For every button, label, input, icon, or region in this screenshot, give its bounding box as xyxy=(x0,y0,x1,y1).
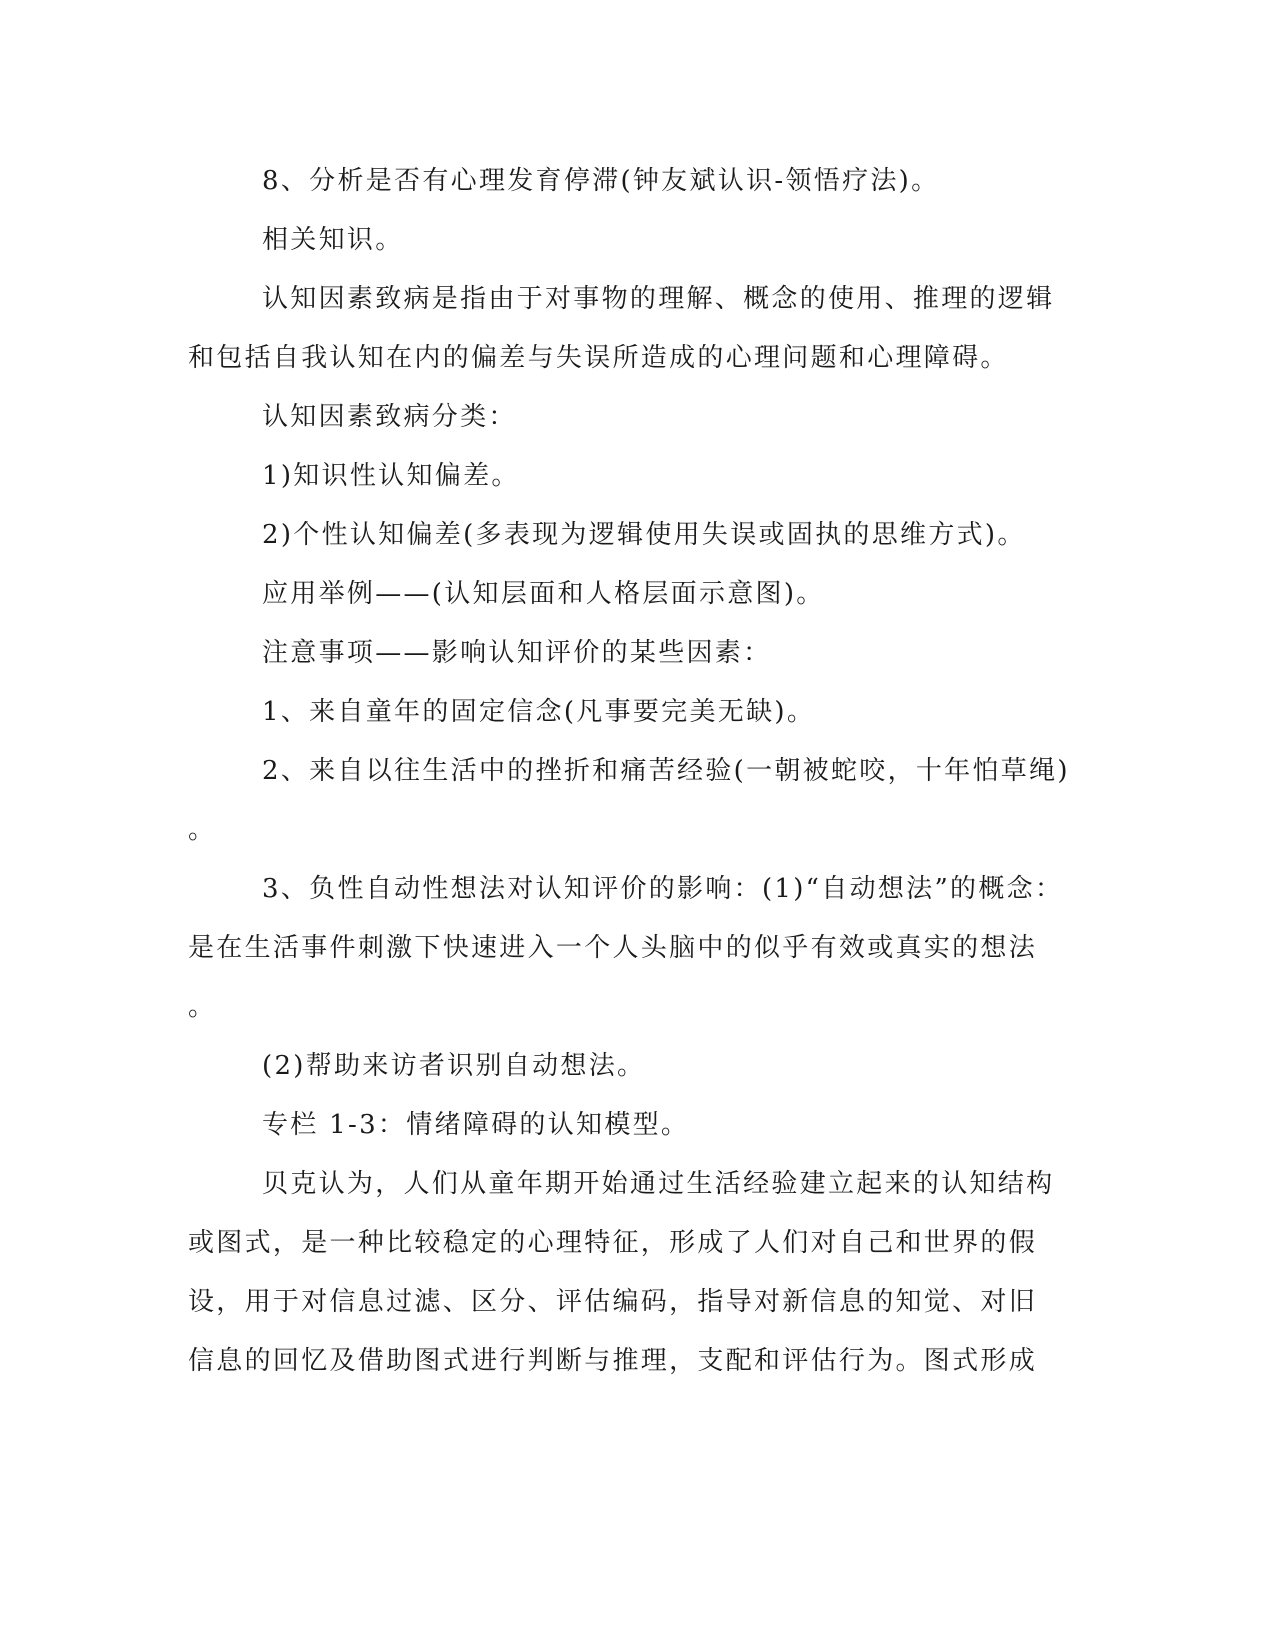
text-line: 8、分析是否有心理发育停滞(钟友斌认识-领悟疗法)。 xyxy=(262,166,940,196)
text-line: (2)帮助来访者识别自动想法。 xyxy=(262,1051,646,1081)
text-line: 是在生活事件刺激下快速进入一个人头脑中的似乎有效或真实的想法 xyxy=(188,933,1038,963)
text-line: 认知因素致病是指由于对事物的理解、概念的使用、推理的逻辑 xyxy=(262,284,1055,314)
text-line: 认知因素致病分类： xyxy=(262,402,517,432)
text-line: 注意事项——影响认知评价的某些因素： xyxy=(262,638,772,668)
text-line: 信息的回忆及借助图式进行判断与推理，支配和评估行为。图式形成 xyxy=(188,1346,1038,1376)
text-line: 和包括自我认知在内的偏差与失误所造成的心理问题和心理障碍。 xyxy=(188,343,1009,373)
text-line: 或图式，是一种比较稳定的心理特征，形成了人们对自己和世界的假 xyxy=(188,1228,1038,1258)
text-line: 专栏 1-3：情绪障碍的认知模型。 xyxy=(262,1110,690,1140)
text-line: 设，用于对信息过滤、区分、评估编码，指导对新信息的知觉、对旧 xyxy=(188,1287,1038,1317)
text-line: 。 xyxy=(188,815,217,845)
text-line: 1、来自童年的固定信念(凡事要完美无缺)。 xyxy=(262,697,816,727)
text-line: 相关知识。 xyxy=(262,225,404,255)
text-line: 应用举例——(认知层面和人格层面示意图)。 xyxy=(262,579,825,609)
text-line: 2)个性认知偏差(多表现为逻辑使用失误或固执的思维方式)。 xyxy=(262,520,1026,550)
text-line: 3、负性自动性想法对认知评价的影响：(1)“自动想法”的概念： xyxy=(262,874,1064,904)
text-line: 1)知识性认知偏差。 xyxy=(262,461,520,491)
text-line: 2、来自以往生活中的挫折和痛苦经验(一朝被蛇咬，十年怕草绳) xyxy=(262,756,1070,786)
text-line: 贝克认为，人们从童年期开始通过生活经验建立起来的认知结构 xyxy=(262,1169,1055,1199)
text-line: 。 xyxy=(188,992,217,1022)
